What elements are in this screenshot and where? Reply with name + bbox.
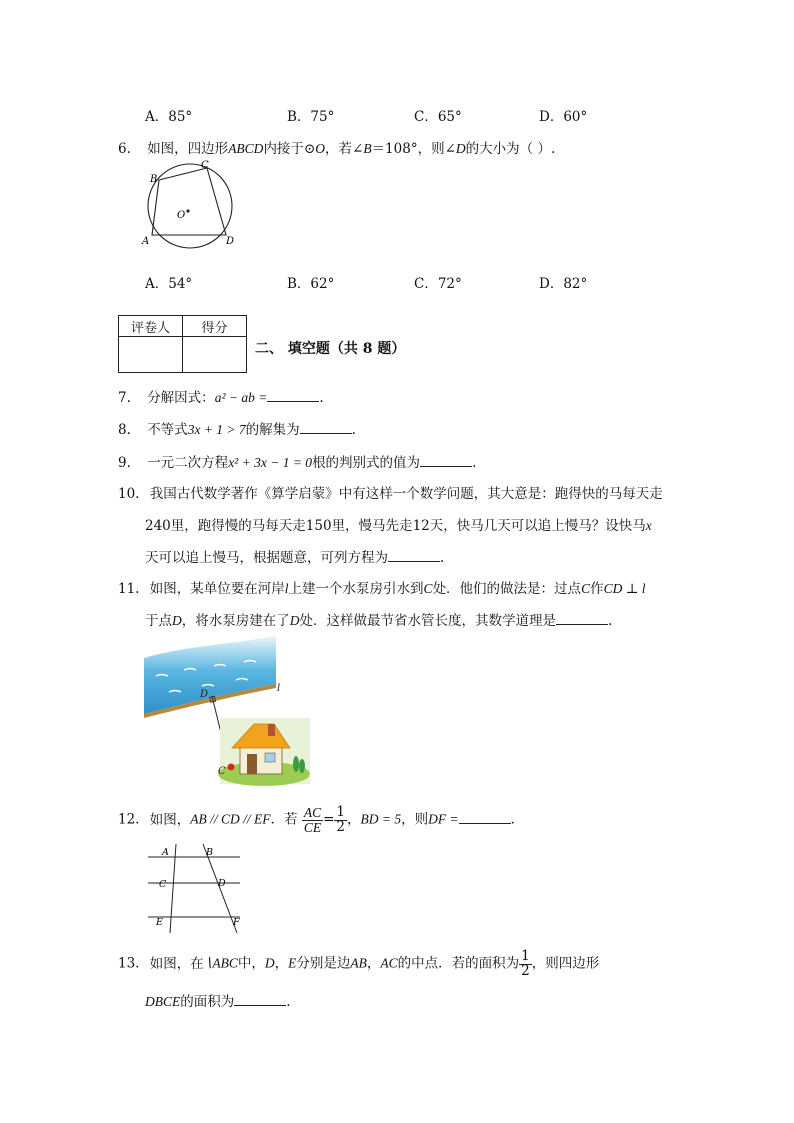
label-o: O [177, 210, 186, 221]
label-a: A [142, 236, 150, 247]
label-b: B [206, 847, 213, 858]
fraction-ac-ce: $\frac{AC}{CE}$ [303, 805, 322, 835]
score-header: 得分 [183, 316, 247, 337]
label-c: C [201, 160, 209, 171]
answer-blank[interactable] [556, 612, 608, 625]
question-12: 12. 如图，AB // CD // EF．若 $\frac{AC}{CE}$ = $\frac{1}{2}$ ，BD = 5，则DF = . [118, 804, 515, 835]
q5-option-c: C．65° [414, 109, 462, 125]
answer-blank[interactable] [459, 811, 511, 824]
answer-blank[interactable] [300, 421, 352, 434]
question-9: 9. 一元二次方程x² + 3x − 1 = 0根的判别式的值为 . [118, 455, 477, 471]
q6-option-a: A．54° [145, 276, 193, 292]
label-a: A [162, 847, 169, 858]
river-pump-figure [144, 636, 312, 786]
question-10: 10. 我国古代数学著作《算学启蒙》中有这样一个数学问题，其大意是：跑得快的马每天走 [118, 486, 663, 502]
label-d: D [200, 689, 209, 700]
circle-quadrilateral-figure [138, 160, 248, 250]
question-8: 8. 不等式3x + 1 > 7的解集为 . [118, 422, 356, 438]
label-f: F [233, 917, 240, 928]
section-title: 二、 填空题（共 8 题） [255, 341, 406, 357]
question-13: 13. 如图，在∖ABC中，D，E分别是边AB，AC的中点．若的面积为 $\frac{1}{2}$ ，则四边形 [118, 948, 600, 979]
q5-option-a: A．85° [145, 109, 193, 125]
label-e: E [156, 917, 163, 928]
q6-option-b: B．62° [287, 276, 335, 292]
label-b: B [150, 174, 158, 185]
grading-table [118, 315, 247, 373]
q5-option-b: B．75° [287, 109, 335, 125]
question-11: 11. 如图，某单位要在河岸l上建一个水泵房引水到C处．他们的做法是：过点C作CD ⊥ l [118, 581, 646, 597]
grader-cell [119, 337, 183, 373]
label-l: l [277, 683, 281, 694]
question-7: 7. 分解因式：a² − ab = . [118, 390, 324, 406]
answer-blank[interactable] [234, 993, 286, 1006]
question-number: 6. [118, 141, 131, 157]
label-c: C [218, 766, 226, 777]
score-cell [183, 337, 247, 373]
house-icon [218, 718, 310, 786]
answer-blank[interactable] [267, 389, 319, 402]
question-10-line-2: 240里，跑得慢的马每天走150里，慢马先走12天，快马几天可以追上慢马？设快马x [145, 518, 652, 534]
q6-option-d: D．82° [539, 276, 588, 292]
fraction-one-half: $\frac{1}{2}$ [521, 948, 530, 979]
parallel-lines-figure [140, 838, 250, 938]
q6-option-c: C．72° [414, 276, 462, 292]
label-d: D [218, 878, 226, 889]
answer-blank[interactable] [420, 454, 472, 467]
label-c: C [159, 879, 167, 890]
question-10-line-3: 天可以追上慢马，根据题意，可列方程为 . [145, 550, 445, 566]
label-d: D [226, 236, 235, 247]
q5-option-d: D．60° [539, 109, 588, 125]
grader-header: 评卷人 [119, 316, 183, 337]
fraction-one-half: $\frac{1}{2}$ [336, 804, 345, 835]
question-6: 6. 如图，四边形ABCD内接于⊙O，若∠B＝108°，则∠D的大小为（ ）. [118, 141, 556, 157]
answer-blank[interactable] [388, 549, 440, 562]
question-11-line-2: 于点D，将水泵房建在了D处．这样做最节省水管长度，其数学道理是 . [145, 613, 613, 629]
question-13-line-2: DBCE的面积为 . [145, 994, 291, 1010]
